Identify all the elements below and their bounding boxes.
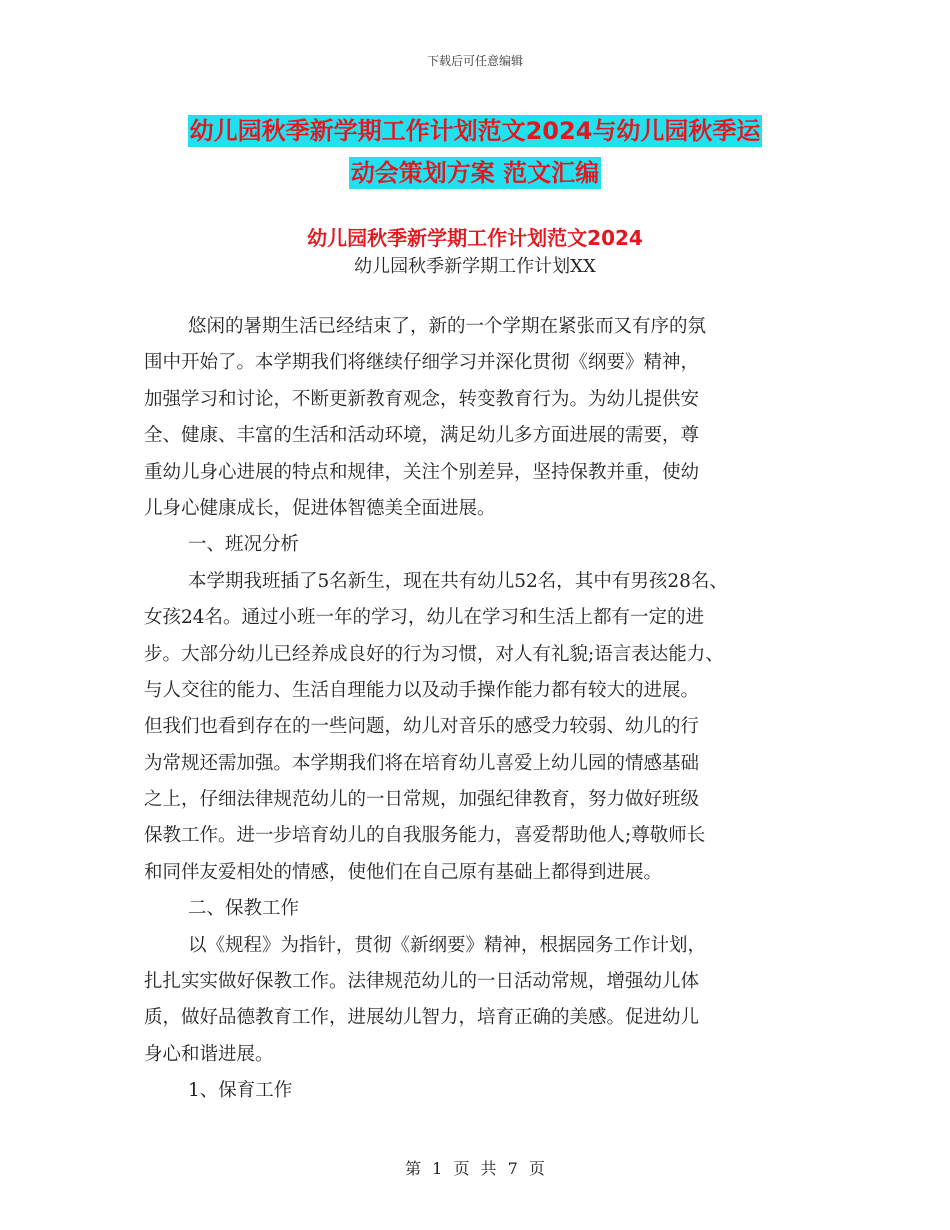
body-text bbox=[144, 309, 816, 1110]
paragraph-line: 围中开始了。本学期我们将继续仔细学习并深化贯彻《纲要》精神， bbox=[144, 352, 700, 374]
title-line-1: 幼儿园秋季新学期工作计划范文2024与幼儿园秋季运 bbox=[189, 117, 761, 145]
header-note: 下载后可任意编辑 bbox=[426, 54, 523, 68]
paragraph-line: 与人交往的能力、生活自理能力以及动手操作能力都有较大的进展。 bbox=[144, 679, 700, 701]
paragraph-line: 以《规程》为指针，贯彻《新纲要》精神，根据园务工作计划， bbox=[188, 934, 707, 956]
subtitle: 幼儿园秋季新学期工作计划XX bbox=[354, 256, 596, 277]
paragraph-line: 儿身心健康成长，促进体智德美全面进展。 bbox=[144, 497, 496, 519]
paragraph-line: 但我们也看到存在的一些问题，幼儿对音乐的感受力较弱、幼儿的行 bbox=[144, 716, 700, 738]
page-footer: 第 1 页 共 7 页 bbox=[405, 1159, 545, 1178]
section-heading: 二、保教工作 bbox=[188, 898, 300, 920]
section-heading: 1、保育工作 bbox=[188, 1080, 293, 1102]
paragraph-line: 为常规还需加强。本学期我们将在培育幼儿喜爱上幼儿园的情感基础 bbox=[144, 752, 700, 774]
paragraph-line: 身心和谐进展。 bbox=[144, 1043, 274, 1065]
paragraph-line: 之上，仔细法律规范幼儿的一日常规，加强纪律教育，努力做好班级 bbox=[144, 789, 700, 811]
title-line-2: 动会策划方案 范文汇编 bbox=[350, 159, 600, 187]
paragraph-line: 本学期我班插了5名新生，现在共有幼儿52名，其中有男孩28名、 bbox=[188, 570, 728, 592]
section-heading: 一、班况分析 bbox=[188, 534, 300, 556]
paragraph-line: 保教工作。进一步培育幼儿的自我服务能力，喜爱帮助他人;尊敬师长 bbox=[144, 825, 706, 847]
paragraph-line: 女孩24名。通过小班一年的学习，幼儿在学习和生活上都有一定的进 bbox=[144, 607, 705, 629]
paragraph-line: 质，做好品德教育工作，进展幼儿智力，培育正确的美感。促进幼儿 bbox=[144, 1007, 700, 1029]
section-title: 幼儿园秋季新学期工作计划范文2024 bbox=[307, 226, 643, 250]
paragraph-line: 扎扎实实做好保教工作。法律规范幼儿的一日活动常规，增强幼儿体 bbox=[144, 971, 700, 993]
paragraph-line: 全、健康、丰富的生活和活动环境，满足幼儿多方面进展的需要，尊 bbox=[144, 425, 700, 447]
paragraph-line: 重幼儿身心进展的特点和规律，关注个别差异，坚持保教并重，使幼 bbox=[144, 461, 700, 483]
paragraph-line: 加强学习和讨论，不断更新教育观念，转变教育行为。为幼儿提供安 bbox=[144, 388, 700, 410]
document-title bbox=[150, 110, 800, 194]
paragraph-line: 步。大部分幼儿已经养成良好的行为习惯，对人有礼貌;语言表达能力、 bbox=[144, 643, 724, 665]
paragraph-line: 悠闲的暑期生活已经结束了，新的一个学期在紧张而又有序的氛 bbox=[188, 316, 707, 337]
paragraph-line: 和同伴友爱相处的情感，使他们在自己原有基础上都得到进展。 bbox=[144, 861, 663, 883]
